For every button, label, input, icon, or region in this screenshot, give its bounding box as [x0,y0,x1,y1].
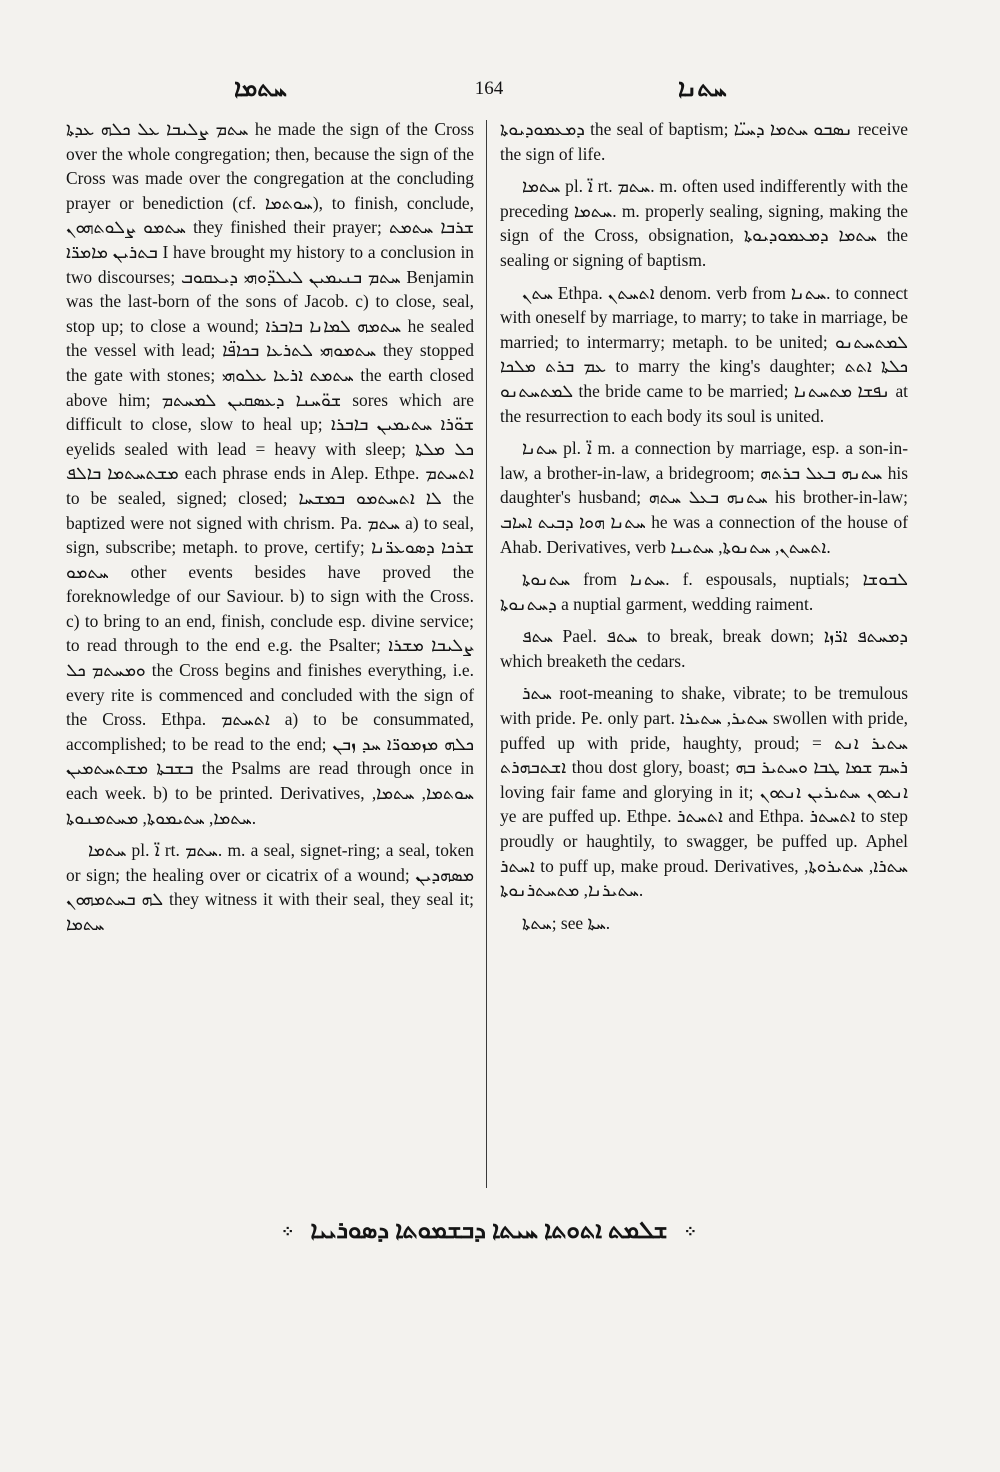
ornament-left: ⁘ [280,1224,295,1242]
left-column [66,117,474,937]
entry-khatna: ܚܬܢܐ pl. ܐ̈ m. a connection by marriage, esp. a son-in-law, a brother-in-law, a bridegroom; ܚܬܢܗ ܒܥܠ ܒܪܬܗ his daughter's husband; ܚܬܢܗ ܒܥܠ ܚܬܗ his brother-in-law; ܚܬܢܐ ܗܘܐ ܕܒܝܬ ܐܚܐܒ he was a connection of the house of Ahab. Derivatives, verb ܐܬܚܬܢ, ܚܬܢܘܬܐ, ܚܬܝܢܐ. [500,438,908,557]
column-divider [486,120,487,1188]
running-head [66,74,912,108]
running-head-left-word: ܚܬܡܐ [234,76,287,102]
entry-khatma-continued: ܕܡܥܡܘܕܝܘܬܐ the seal of baptism; ܢܣܒܘ ܚܬܡܐ ܕܚܝ̈ܐ receive the sign of life. [500,119,908,164]
entry-khtatha: ܚܬܬܐ; see ܚܬܐ. [522,912,611,933]
colophon [66,1218,912,1245]
entry-khatma-sealing: ܚܬܡܐ pl. ܐ̈ rt. ܚܬܡ. m. often used indifferently with the preceding ܚܬܡܐ. m. properly sealing, signing, making the sign of the Cross, obsignation, ܚܬܡܐ ܕܡܥܡܘܕܝܘܬܐ the sealing or signing of baptism. [500,176,909,270]
entry-khtar: ܚܬܪ root-meaning to shake, vibrate; to be tremulous with pride. Pe. only part. ܚܬܝܪ, ܚܬܝܪܐ swollen with pride, puffed up with pride, haughty, proud; ܚܬܝܪ ܐܢܬ = ܐܫܬܒܗܪܬ thou dost glory, boast; ܪܚܡ ܫܡܐ ܛܒܐ ܘܚܬܝܪ ܒܗ loving fair fame and glorying in it; ܐܢܬܘܢ ܚܬܝܪܝܢ ܐܢܬܘܢ ye are puffed up. Ethpe. ܐܬܚܬܪ and Ethpa. ܐܬܚܬܪ to step proudly or haughtily, to swagger, be puffed up. Aphel ܐܚܬܪ to puff up, make proud. Derivatives, ܚܬܪܐ, ܚܬܝܪܘܬܐ, ܚܬܝܪܢܐ, ܡܬܚܬܪܢܘܬܐ. [500,683,909,901]
page-number: 164 [474,78,504,99]
entry-khatma: ܚܬܡܐ pl. ܐ̈ rt. ܚܬܡ. m. a seal, signet-ring; a seal, token or sign; the healing over or cicatrix of a wound; ܡܣܗܕܝܢ ܠܗ ܒܚܬܡܗܘܢ they witness it with their seal, they seal it; ܚܬܡܐ [66,840,475,934]
right-column [500,117,908,935]
entry-khtap-pael: ܚܬܦ Pael. ܚܬܦ to break, break down; ܕܡܚܬܦ ܐܪ̈ܙܐ which breaketh the cedars. [500,626,908,671]
entry-khtan-ethpa: ܚܬܢ Ethpa. ܐܬܚܬܢ denom. verb from ܚܬܢܐ. to connect with oneself by marriage, to marry; to take in marriage, be married; to intermarry; metaph. to be united; ܠܡܬܚܬܢܘ ܥܡ ܒܪܬ ܡܠܟܐ to marry the king's daughter; ܟܠܬܐ ܐܬܬ ܠܡܬܚܬܢܘ the bride came to be married; ܢܦܫܐ ܡܬܚܬܢܐ at the resurrection to each body its soul is united. [500,282,909,426]
entry-khtam-continued: ܚܬܡ ܨܠܝܒܐ ܥܠ ܟܠܗ ܥܕܬܐ he made the sign of the Cross over the whole congregation; then, because the sign of the Cross was made over the congregation at the concluding prayer or benediction (cf. ܚܘܬܡܐ), to finish, conclude, ܚܬܡܘ ܨܠܘܬܗܘܢ they finished their prayer; ܫܪܒܐ ܚܬܡܬ ܒܬܪܝܢ ܡܐܡܪ̈ܐ I have brought my history to a conclusion in two discourses; ܚܬܡ ܒܢܝܡܝܢ ܠܝܠܕ̈ܘܗܝ ܕܝܥܩܘܒ Benjamin was the last-born of the sons of Jacob. c) to close, seal, stop up; to close a wound; ܚܬܡܗ ܠܡܐܢܐ ܒܐܒܪܐ he sealed the vessel with lead; ܚܬܡܘܗܝ ܠܬܪܥܐ ܒܟܐܦ̈ܐ they stopped the gate with stones; ܚܬܡܬ ܐܪܥܐ ܥܠܘܗܝ the earth closed above him; ܫܘ̈ܚܢܐ ܕܥܣܩܝܢ ܠܡܚܬܡ sores which are difficult to close, slow to heal up; ܫܘ̈ܪܐ ܚܬܝܡܝܢ ܒܐܒܪܐ eyelids sealed with lead = heavy with sleep; ܟܠ ܡܠܬܐ ܡܫܬܚܬܡܐ ܒܐܠܦ each phrase ends in Alep. Ethpe. ܐܬܚܬܡ to be sealed, signed; closed; ܠܐ ܐܬܚܬܡܘ ܒܡܫܚܐ the baptized were not signed with chrism. Pa. ܚܬܡ a) to seal, sign, subscribe; metaph. to prove, certify; ܫܪܟܐ ܕܣܘܥܪ̈ܢܐ ܚܬܡܘ other events besides have proved the foreknowledge of our Saviour. b) to sign with the Cross. c) to bring to an end, finish, conclude esp. divine service; to read through to the end e.g. the Psalter; ܨܠܝܒܐ ܡܫܪܐ ܘܡܚܬܡ ܟܠ the Cross begins and finishes everything, i.e. every rite is commenced and concluded with the sign of the Cross. Ethpa. ܐܬܚܬܡ a) to be consummated, accomplished; to be read to the end; ܟܠܗ ܡܙܡܘܪ̈ܐ ܚܕ ܙܒܢ ܒܫܒܬܐ ܡܫܬܚܬܡܝܢ the Psalms are read through once in each week. b) to be printed. Derivatives, ܚܘܬܡܐ, ܚܬܡܐ, ܚܬܡܐ, ܚܬܝܡܘܬܐ, ܡܚܬܡܢܘܬܐ. [66,119,475,828]
entry-khatnutha: ܚܬܢܘܬܐ from ܚܬܢܐ. f. espousals, nuptials; ܠܒܘܫܐ ܕܚܬܢܘܬܐ a nuptial garment, wedding raiment. [500,569,908,614]
running-head-right-word: ܚܬܢܐ [678,76,727,102]
colophon-text: ܫܠܡܬ ܐܬܘܬܐ ܚܝܬܐ ܕܒܫܡܘܬܐ ܕܣܘܪܝܝܐ [310,1218,668,1244]
ornament-right: ⁘ [683,1224,698,1242]
